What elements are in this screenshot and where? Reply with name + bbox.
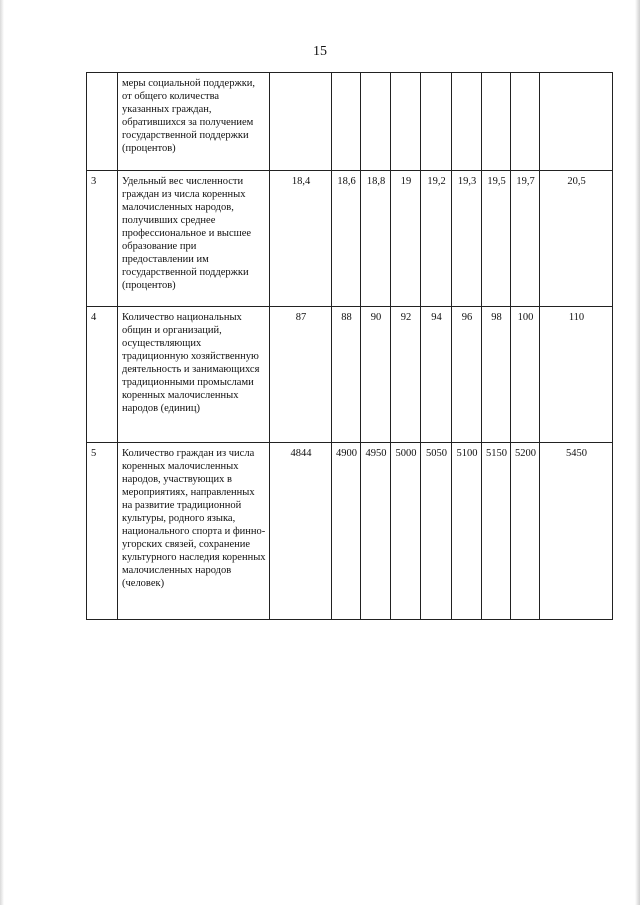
row-number: 4 xyxy=(87,307,118,443)
value-cell: 5050 xyxy=(421,443,452,620)
value-cell xyxy=(482,73,511,171)
value-cell: 19,2 xyxy=(421,171,452,307)
indicator-description: меры социальной поддержки, от общего количества указанных граждан, обратившихся за получением государственной поддержки (процентов) xyxy=(118,73,270,171)
scan-edge-left xyxy=(0,0,4,905)
value-cell: 110 xyxy=(540,307,613,443)
value-cell: 20,5 xyxy=(540,171,613,307)
table-row xyxy=(87,171,613,307)
value-cell: 98 xyxy=(482,307,511,443)
table-row xyxy=(87,73,613,171)
value-cell: 18,4 xyxy=(270,171,332,307)
value-cell xyxy=(270,73,332,171)
value-cell: 100 xyxy=(511,307,540,443)
value-cell: 4950 xyxy=(361,443,391,620)
value-cell: 5000 xyxy=(391,443,421,620)
value-cell xyxy=(361,73,391,171)
table-row xyxy=(87,443,613,620)
indicators-table xyxy=(86,72,613,620)
value-cell: 19 xyxy=(391,171,421,307)
value-cell: 18,6 xyxy=(332,171,361,307)
value-cell: 94 xyxy=(421,307,452,443)
table-row xyxy=(87,307,613,443)
value-cell: 88 xyxy=(332,307,361,443)
value-cell: 92 xyxy=(391,307,421,443)
indicator-description: Удельный вес численности граждан из числа коренных малочисленных народов, получивших среднее профессиональное и высшее образование при предоставлении им государственной поддержки (процентов) xyxy=(118,171,270,307)
value-cell xyxy=(452,73,482,171)
value-cell xyxy=(332,73,361,171)
row-number xyxy=(87,73,118,171)
row-number: 5 xyxy=(87,443,118,620)
indicator-description: Количество граждан из числа коренных малочисленных народов, участвующих в мероприятиях, направленных на развитие традиционной культуры, родного языка, национального спорта и финно-угорских связей, сохранение культурного наследия коренных малочисленных народов (человек) xyxy=(118,443,270,620)
value-cell: 18,8 xyxy=(361,171,391,307)
value-cell: 90 xyxy=(361,307,391,443)
page-number: 15 xyxy=(313,44,327,59)
value-cell: 4900 xyxy=(332,443,361,620)
value-cell: 5200 xyxy=(511,443,540,620)
value-cell xyxy=(511,73,540,171)
value-cell: 5100 xyxy=(452,443,482,620)
value-cell: 4844 xyxy=(270,443,332,620)
value-cell: 87 xyxy=(270,307,332,443)
value-cell: 19,5 xyxy=(482,171,511,307)
value-cell: 19,7 xyxy=(511,171,540,307)
value-cell: 5150 xyxy=(482,443,511,620)
indicator-description: Количество национальных общин и организаций, осуществляющих традиционную хозяйственную деятельность и занимающихся традиционными промыслами коренных малочисленных народов (единиц) xyxy=(118,307,270,443)
row-number: 3 xyxy=(87,171,118,307)
value-cell: 19,3 xyxy=(452,171,482,307)
value-cell xyxy=(540,73,613,171)
value-cell xyxy=(421,73,452,171)
value-cell xyxy=(391,73,421,171)
value-cell: 96 xyxy=(452,307,482,443)
scan-edge-right xyxy=(635,0,640,905)
value-cell: 5450 xyxy=(540,443,613,620)
